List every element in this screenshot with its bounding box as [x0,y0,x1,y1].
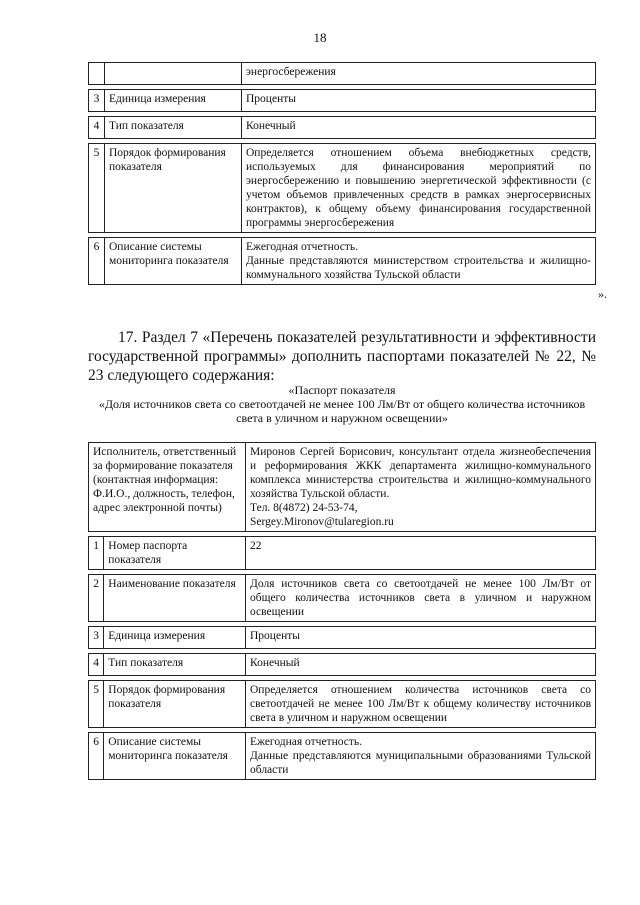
row-label: Наименование показателя [104,575,246,622]
value-line: Данные представляются муниципальными образованиями Тульской области [250,750,591,776]
row-value: Конечный [246,654,596,676]
row-value: Определяется отношением объема внебюджетных средств, используемых для финансирования мероприятий по энергосбережению и повышению энергетической эффективности (с учетом объемов привлеченных средств в рамках энергосервисных контрактов), к общему объему финансирования государственной программы энергосбережения [242,144,596,233]
row-number: 3 [89,627,104,649]
row-value [242,238,596,285]
row-number: 2 [89,575,104,622]
executor-email: Sergey.Mironov@tularegion.ru [250,516,394,528]
row-value: Конечный [242,117,596,139]
executor-phone: Тел. 8(4872) 24-53-74, [250,502,358,514]
row-label: Порядок формирования показателя [104,681,246,728]
table-row [89,90,596,112]
passport-heading [88,383,596,425]
row-number [89,63,105,85]
table-row [89,654,596,676]
table-row [89,627,596,649]
table-row [89,575,596,622]
table-row [89,144,596,233]
row-number: 1 [89,537,104,570]
passport-table [88,442,596,780]
row-number: 6 [89,238,105,285]
row-value: энергосбережения [242,63,596,85]
value-line: Ежегодная отчетность. [250,736,363,748]
row-label: Описание системы мониторинга показателя [105,238,242,285]
row-label [105,63,242,85]
executor-value [246,443,596,532]
row-number: 4 [89,117,105,139]
row-number: 6 [89,733,104,780]
passport-indicator-name: «Доля источников света со светоотдачей не менее 100 Лм/Вт от общего количества источников света в уличном и наружном освещении» [98,397,586,425]
row-label: Порядок формирования показателя [105,144,242,233]
row-number: 5 [89,681,104,728]
row-value: 22 [246,537,596,570]
table-row [89,117,596,139]
page-number: 18 [313,30,327,45]
executor-row [89,443,596,532]
row-label: Единица измерения [104,627,246,649]
row-label: Тип показателя [105,117,242,139]
row-number: 4 [89,654,104,676]
paragraph-text: 17. Раздел 7 «Перечень показателей результативности и эффективности государственной программы» дополнить паспортами показателей № 22, № 23 следующего содержания: [88,329,596,384]
passport-title: «Паспорт показателя [288,383,396,397]
row-value [246,733,596,780]
table-row [89,537,596,570]
row-label: Номер паспорта показателя [104,537,246,570]
table-row [89,681,596,728]
table-row [89,63,596,85]
table-row [89,238,596,285]
closing-quote-mark: ». [598,287,607,301]
value-line: Данные представляются министерством строительства и жилищно-коммунального хозяйства Тульской области [246,255,591,281]
indicator-table-continued [88,62,596,285]
row-value: Определяется отношением количества источников света со светоотдачей не менее 100 Лм/Вт к общему количеству источников света в уличном и наружном освещении [246,681,596,728]
row-number: 3 [89,90,105,112]
row-value: Проценты [242,90,596,112]
row-value: Проценты [246,627,596,649]
row-label: Описание системы мониторинга показателя [104,733,246,780]
section-17-paragraph [88,328,596,385]
value-line: Ежегодная отчетность. [246,241,359,253]
row-label: Единица измерения [105,90,242,112]
row-label: Тип показателя [104,654,246,676]
executor-name: Миронов Сергей Борисович, консультант отдела жизнеобеспечения и реформирования ЖКК департамента жилищно-коммунального комплекса министерства строительства и жилищно-коммунального хозяйства Тульской области. [250,446,591,500]
table-row [89,733,596,780]
executor-label: Исполнитель, ответственный за формирование показателя (контактная информация: Ф.И.О., должность, телефон, адрес электронной почты) [89,443,246,532]
row-value: Доля источников света со светоотдачей не менее 100 Лм/Вт от общего количества источников света в уличном и наружном освещении [246,575,596,622]
row-number: 5 [89,144,105,233]
